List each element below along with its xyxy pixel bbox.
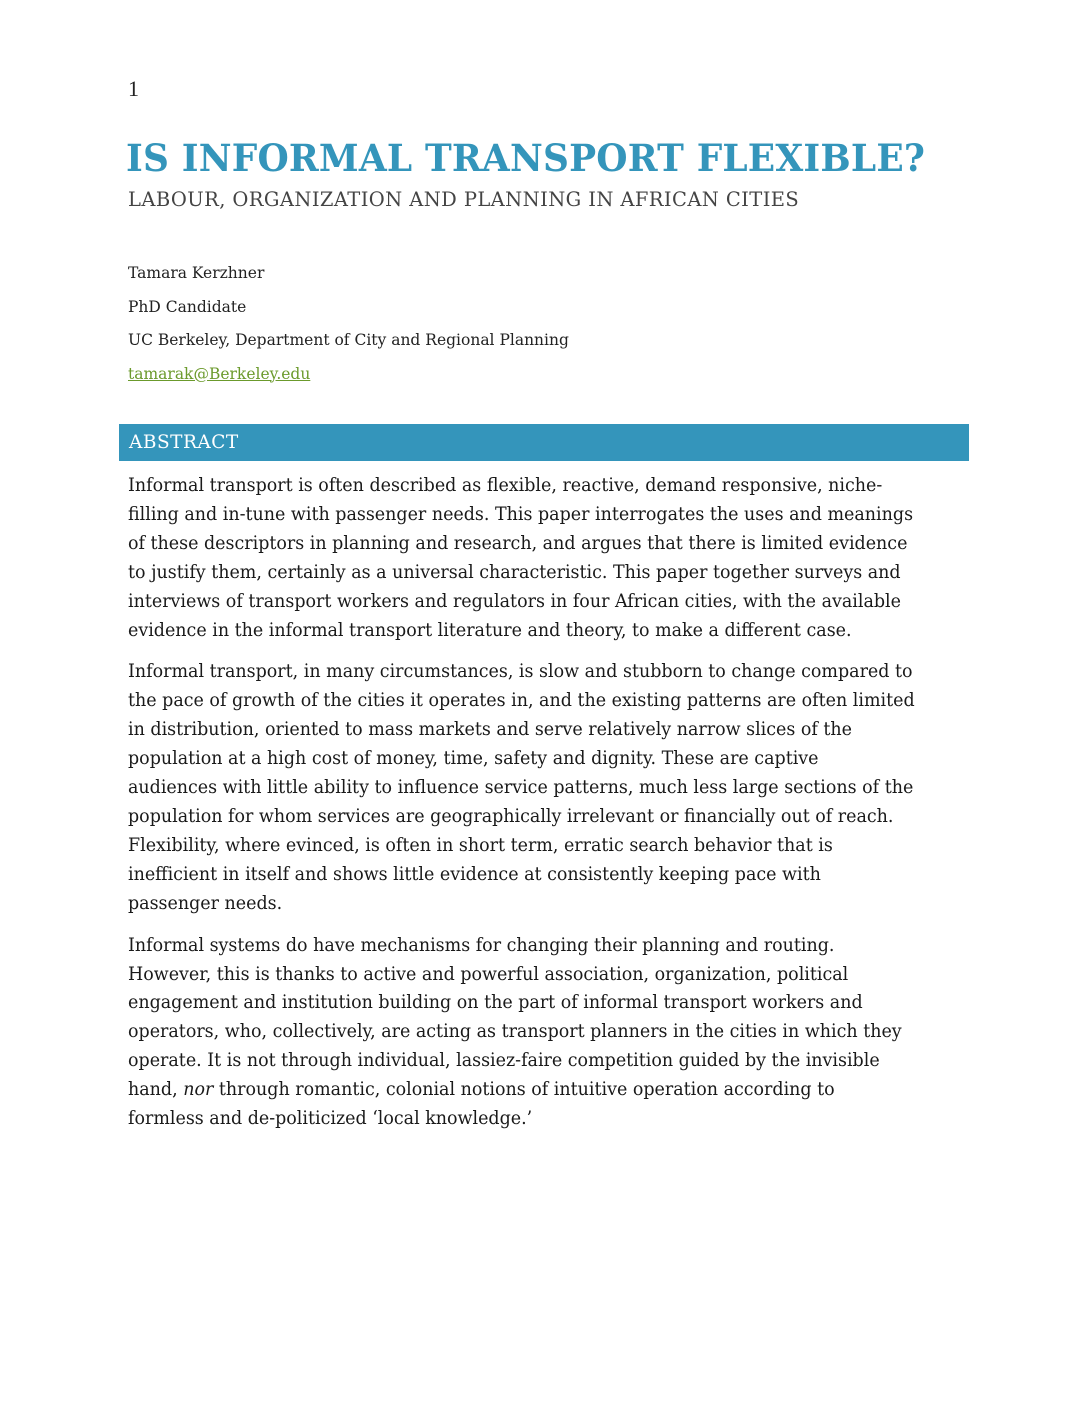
text-line: engagement and institution building on the part of informal transport workers and <box>128 992 863 1014</box>
page-number: 1 <box>128 76 139 101</box>
paper-subtitle: LABOUR, ORGANIZATION AND PLANNING IN AFRICAN CITIES <box>128 188 800 211</box>
author-email-link[interactable]: tamarak@Berkeley.edu <box>128 364 311 383</box>
abstract-body <box>128 472 968 1147</box>
text-line: population for whom services are geographically irrelevant or financially out of reach. <box>128 805 894 827</box>
abstract-heading: ABSTRACT <box>119 424 969 461</box>
text-line: inefficient in itself and shows little evidence at consistently keeping pace with <box>128 863 821 885</box>
italic-emphasis: nor <box>183 1079 214 1101</box>
text-line: formless and de-politicized ‘local knowledge.’ <box>128 1108 533 1130</box>
text-line: in distribution, oriented to mass markets and serve relatively narrow slices of the <box>128 719 853 741</box>
author-block <box>128 260 569 394</box>
text-line: Flexibility, where evinced, is often in short term, erratic search behavior that is <box>128 834 833 856</box>
text-line <box>128 1076 909 1105</box>
text-line: of these descriptors in planning and research, and argues that there is limited evidence <box>128 532 908 554</box>
text-line: Informal systems do have mechanisms for changing their planning and routing. <box>128 934 835 956</box>
text-line: evidence in the informal transport literature and theory, to make a different case. <box>128 619 852 641</box>
abstract-paragraph-3 <box>128 932 968 1134</box>
text-line: interviews of transport workers and regulators in four African cities, with the available <box>128 590 901 612</box>
text-line: passenger needs. <box>128 892 283 914</box>
author-position: PhD Candidate <box>128 297 247 316</box>
text-line: operate. It is not through individual, lassiez-faire competition guided by the invisible <box>128 1050 880 1072</box>
text-line: the pace of growth of the cities it operates in, and the existing patterns are often limited <box>128 690 915 712</box>
author-name: Tamara Kerzhner <box>128 264 265 282</box>
paper-title: IS INFORMAL TRANSPORT FLEXIBLE? <box>126 136 926 180</box>
text-line: audiences with little ability to influence service patterns, much less large sections of the <box>128 777 914 799</box>
text-line: population at a high cost of money, time, safety and dignity. These are captive <box>128 748 819 770</box>
text-fragment: hand, <box>128 1079 184 1101</box>
text-line: filling and in-tune with passenger needs. This paper interrogates the uses and meanings <box>128 503 914 525</box>
text-line: operators, who, collectively, are acting as transport planners in the cities in which they <box>128 1021 902 1043</box>
text-line: Informal transport is often described as flexible, reactive, demand responsive, niche- <box>128 475 883 496</box>
text-fragment: through romantic, colonial notions of intuitive operation according to <box>213 1079 835 1101</box>
text-line: Informal transport, in many circumstances, is slow and stubborn to change compared to <box>128 661 913 683</box>
abstract-paragraph-2 <box>128 658 968 918</box>
text-line: to justify them, certainly as a universal characteristic. This paper together surveys and <box>128 561 901 583</box>
author-affiliation: UC Berkeley, Department of City and Regional Planning <box>128 331 569 349</box>
text-line: However, this is thanks to active and powerful association, organization, political <box>128 963 849 985</box>
abstract-paragraph-1 <box>128 472 968 645</box>
